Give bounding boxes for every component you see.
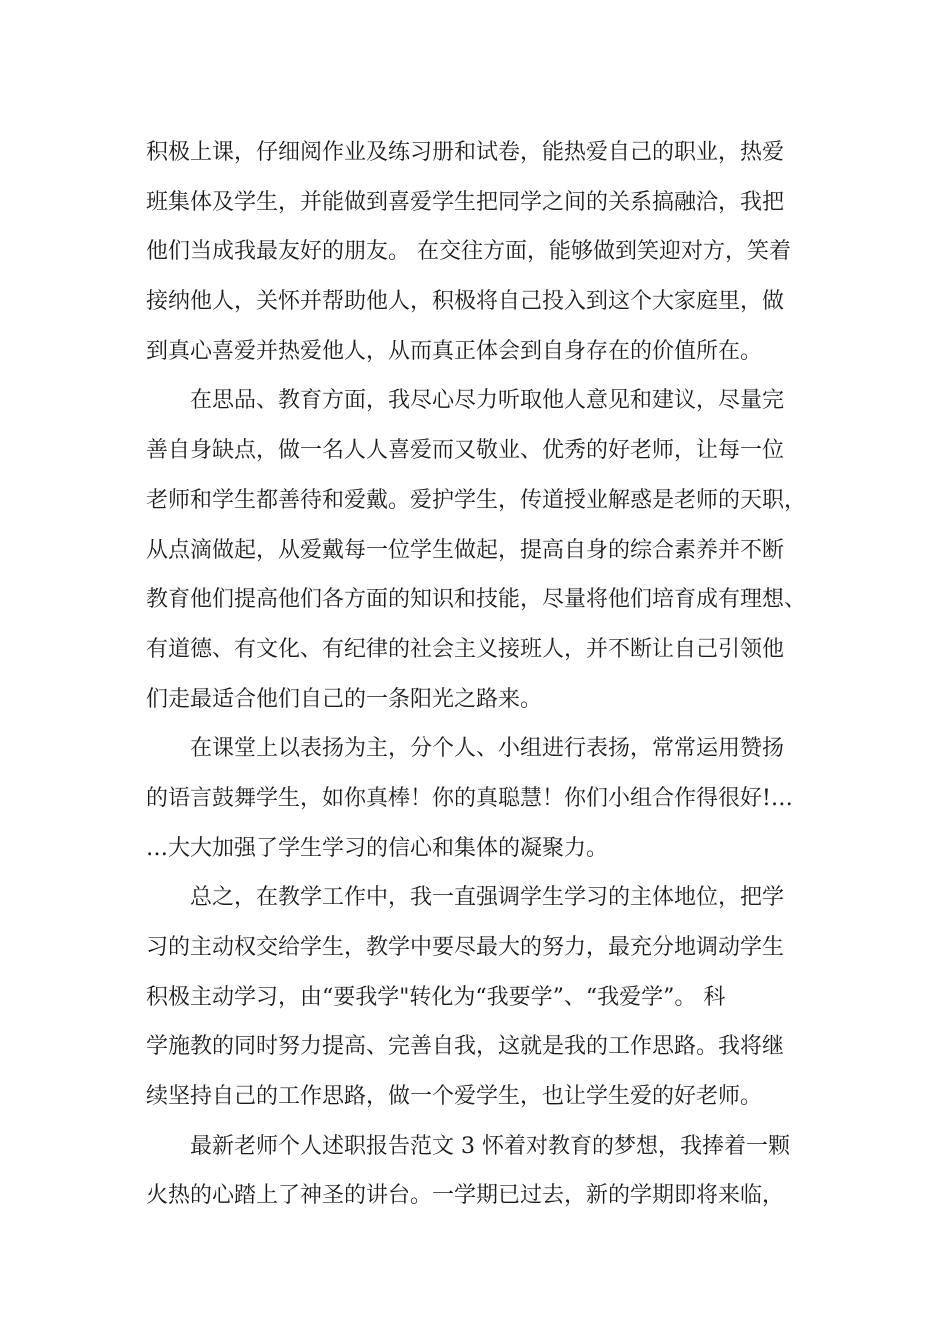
text-line: 善自身缺点，做一名人人喜爱而又敬业、优秀的好老师，让每一位 [146, 438, 785, 464]
text-line: 他们当成我最友好的朋友。 在交往方面，能够做到笑迎对方，笑着 [146, 239, 791, 265]
text-line: 有道德、有文化、有纪律的社会主义接班人，并不断让自己引领他 [146, 636, 785, 662]
text-line: 习的主动权交给学生，教学中要尽最大的努力，最充分地调动学生 [146, 935, 785, 960]
text-line: …大大加强了学生学习的信心和集体的凝聚力。 [146, 835, 609, 861]
text-line: 班集体及学生，并能做到喜爱学生把同学之间的关系搞融洽，我把 [146, 189, 785, 215]
text-line: 续坚持自己的工作思路，做一个爱学生，也让学生爱的好老师。 [146, 1084, 763, 1110]
text-line: 学施教的同时努力提高、完善自我，这就是我的工作思路。我将继 [146, 1034, 785, 1060]
text-line: 从点滴做起，从爱戴每一位学生做起，提高自身的综合素养并不断 [146, 537, 785, 563]
paragraph-start-line: 在课堂上以表扬为主，分个人、小组进行表扬，常常运用赞扬 [190, 736, 785, 762]
paragraph-start-line: 最新老师个人述职报告范文 3 怀着对教育的梦想，我捧着一颗 [190, 1133, 790, 1159]
text-line: 积极上课，仔细阅作业及练习册和试卷，能热爱自己的职业，热爱 [146, 140, 785, 165]
text-line: 火热的心踏上了神圣的讲台。一学期已过去，新的学期即将来临， [146, 1183, 785, 1209]
text-line: 们走最适合他们自己的一条阳光之路来。 [146, 686, 543, 712]
text-line: 积极主动学习，由“要我学"转化为“我要学”、“我爱学”。 科 [146, 984, 726, 1010]
paragraph-start-line: 总之，在教学工作中，我一直强调学生学习的主体地位，把学 [190, 885, 785, 911]
text-line: 老师和学生都善待和爱戴。爱护学生，传道授业解惑是老师的天职， [146, 487, 807, 513]
document-body [146, 128, 826, 1221]
text-line: 到真心喜爱并热爱他人，从而真正体会到自身存在的价值所在。 [146, 338, 763, 364]
text-line: 教育他们提高他们各方面的知识和技能，尽量将他们培育成有理想、 [146, 587, 807, 613]
text-line: 的语言鼓舞学生，如你真棒！你的真聪慧！你们小组合作得很好!… [146, 785, 793, 811]
text-line: 接纳他人，关怀并帮助他人，积极将自己投入到这个大家庭里，做 [146, 289, 785, 315]
paragraph-start-line: 在思品、教育方面，我尽心尽力听取他人意见和建议，尽量完 [190, 388, 785, 414]
